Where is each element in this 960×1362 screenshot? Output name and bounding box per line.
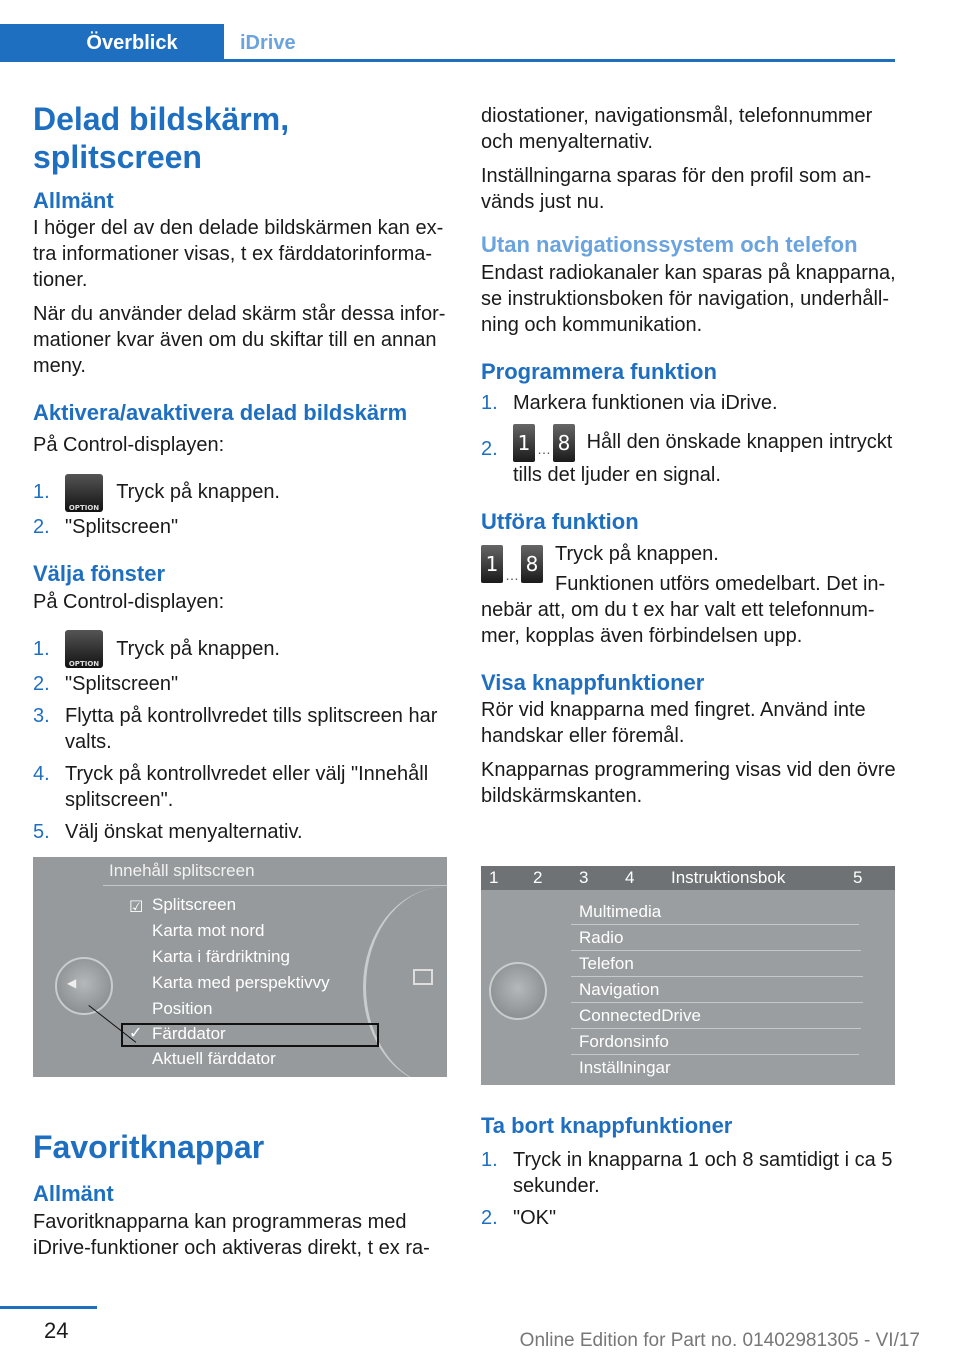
paragraph: Rör vid knapparna med fingret. Använd inte handskar eller föremål. — [481, 699, 866, 748]
paragraph: På Control-displayen: — [33, 433, 225, 456]
step-text: Flytta på kontrollvredet tills splitscreen har valts. — [65, 704, 438, 753]
list-item — [481, 1205, 896, 1231]
screen-title: Innehåll splitscreen — [109, 861, 255, 880]
tabort-section — [481, 1112, 896, 1231]
bar-button-3: 3 — [579, 868, 589, 887]
step-text: "Splitscreen" — [65, 515, 179, 538]
right-column — [481, 103, 896, 809]
paragraph: Knapparnas programmering visas vid den övre bildskärmskanten. — [481, 759, 896, 808]
divider — [571, 950, 861, 951]
menu-item: Färddator — [152, 1024, 226, 1043]
list-item — [33, 761, 448, 813]
arc-decoration — [363, 887, 447, 1077]
menu-item: Telefon — [579, 954, 634, 973]
step-text: Välj önskat menyalternativ. — [65, 820, 303, 843]
list-item — [33, 472, 448, 512]
paragraph: På Control-displayen: — [33, 590, 225, 613]
splitscreen-menu-screenshot — [33, 857, 447, 1077]
list-number: 1. — [481, 392, 498, 415]
menu-item: Multimedia — [579, 902, 662, 921]
footer-rule — [0, 1306, 97, 1309]
step-text: Tryck på knappen. — [116, 637, 280, 660]
divider — [571, 1054, 859, 1055]
list-number: 2. — [33, 672, 50, 695]
key-8-icon: 8 — [521, 545, 543, 583]
menu-item: Inställningar — [579, 1058, 671, 1077]
section-heading-utan: Utan navigationssystem och telefon — [481, 232, 858, 257]
list-number: 2. — [481, 438, 498, 461]
paragraph: Inställningarna sparas för den profil som används just nu. — [481, 165, 872, 213]
key-1-icon: 1 — [481, 545, 503, 583]
chevron-left-icon: ◀ — [67, 976, 77, 990]
step-text: Tryck på kontrollvredet eller välj "Innehåll splitscreen". — [65, 762, 429, 811]
divider — [571, 976, 863, 977]
paragraph: När du använder delad skärm står dessa informationer kvar även om du skiftar till en annan meny. — [33, 303, 446, 378]
paragraph: Endast radiokanaler kan sparas på knapparna, se instruktionsboken för navigation, underhållning och kommunikation. — [481, 261, 896, 336]
paragraph: Favoritknapparna kan programmeras med iDrive-funktioner och aktiveras direkt, t ex ra- — [33, 1210, 430, 1259]
menu-item: Karta i färdriktning — [152, 947, 290, 966]
list-item — [33, 671, 448, 697]
steps-list-aktivera — [33, 472, 448, 540]
section-heading-valja: Välja fönster — [33, 560, 166, 586]
key-1-icon: 1 — [513, 424, 535, 462]
list-number: 3. — [33, 704, 50, 727]
list-number: 1. — [481, 1148, 498, 1171]
menu-item: Splitscreen — [152, 895, 237, 914]
list-item — [33, 629, 448, 669]
menu-item: Radio — [579, 928, 624, 947]
section-heading-tabort: Ta bort knappfunktioner — [481, 1113, 733, 1138]
paragraph: Tryck på knappen. — [555, 542, 719, 565]
bar-button-2: 2 — [533, 868, 543, 887]
menu-item: Fordonsinfo — [579, 1032, 669, 1051]
button-bar — [481, 866, 895, 890]
split-icon — [413, 969, 433, 985]
tab-underline — [224, 59, 895, 62]
step-text: Tryck på knappen. — [116, 480, 280, 503]
list-item — [33, 819, 448, 845]
section-heading-programmera: Programmera funktion — [481, 358, 717, 384]
key-8-icon: 8 — [553, 424, 575, 462]
controller-knob-icon — [55, 957, 113, 1015]
step-text: "Splitscreen" — [65, 672, 179, 695]
section-heading-allmant: Allmänt — [33, 1181, 114, 1207]
menu-item: Aktuell färddator — [152, 1049, 276, 1068]
menu-item: Karta med perspektivvy — [152, 973, 330, 992]
bar-button-label: Instruktionsbok — [671, 868, 786, 887]
page-number: 24 — [44, 1318, 69, 1343]
menu-item: Position — [152, 999, 213, 1018]
divider — [571, 1002, 863, 1003]
checkbox-icon: ☑ — [129, 899, 144, 916]
menu-item: ConnectedDrive — [579, 1006, 701, 1025]
step-text: "OK" — [513, 1206, 557, 1229]
list-item — [481, 390, 896, 416]
menu-item: Navigation — [579, 980, 660, 999]
footer-edition: Online Edition for Part no. 01402981305 - VI/17 — [519, 1330, 920, 1351]
list-item — [33, 703, 448, 755]
section-heading-utfora: Utföra funktion — [481, 509, 639, 535]
checkmark-icon: ✓ — [129, 1025, 143, 1042]
step-text: Tryck in knapparna 1 och 8 samtidigt i ca 5 sekunder. — [513, 1148, 893, 1197]
favorit-section — [33, 1128, 448, 1261]
divider — [571, 1028, 861, 1029]
paragraph: diostationer, navigationsmål, telefonnummer och menyalternativ. — [481, 105, 873, 153]
menu-item: Karta mot nord — [152, 921, 265, 940]
list-number: 4. — [33, 762, 50, 785]
section-title-favoritknappar: Favoritknappar — [33, 1129, 265, 1165]
list-item — [481, 424, 896, 488]
list-number: 1. — [33, 637, 50, 660]
step-text: Markera funktionen via iDrive. — [513, 392, 778, 415]
controller-knob-icon — [489, 962, 547, 1020]
favorite-buttons-screenshot — [481, 866, 895, 1085]
option-button-icon: OPTION — [65, 630, 103, 668]
steps-list-tabort — [481, 1147, 896, 1231]
left-column — [33, 90, 448, 845]
divider — [103, 885, 447, 886]
option-button-icon: OPTION — [65, 474, 103, 512]
list-item — [481, 1147, 896, 1199]
paragraph: I höger del av den delade bildskärmen kan extra informationer visas, t ex färddatorinformationer. — [33, 217, 444, 292]
section-heading-visa: Visa knappfunktioner — [481, 669, 705, 695]
steps-list-valja — [33, 629, 448, 845]
section-heading-aktivera: Aktivera/avaktivera delad bildskärm — [33, 400, 408, 426]
tab-overblick[interactable]: Överblick — [0, 24, 224, 62]
utfora-block — [481, 541, 896, 649]
steps-list-programmera — [481, 390, 896, 488]
list-number: 5. — [33, 820, 50, 843]
list-number: 2. — [481, 1206, 498, 1229]
tab-idrive[interactable]: iDrive — [240, 31, 296, 54]
bar-button-5: 5 — [853, 868, 863, 887]
list-number: 1. — [33, 480, 50, 503]
bar-button-4: 4 — [625, 868, 635, 887]
bar-button-1: 1 — [489, 868, 499, 887]
divider — [571, 924, 859, 925]
list-item — [33, 514, 448, 540]
ellipsis: … — [537, 441, 551, 458]
list-number: 2. — [33, 515, 50, 538]
paragraph: Funktionen utförs omedelbart. Det innebär att, om du t ex har valt ett telefonnummer, kopplas även förbindelsen upp. — [481, 572, 886, 647]
header-tabs — [0, 24, 895, 62]
page-title: Delad bildskärm, splitscreen — [33, 101, 290, 176]
ellipsis: … — [505, 566, 519, 583]
section-heading-allmant: Allmänt — [33, 187, 114, 213]
keys-icon — [481, 545, 543, 583]
step-text: Håll den önskade knappen intryckt tills det ljuder en signal. — [513, 431, 893, 487]
